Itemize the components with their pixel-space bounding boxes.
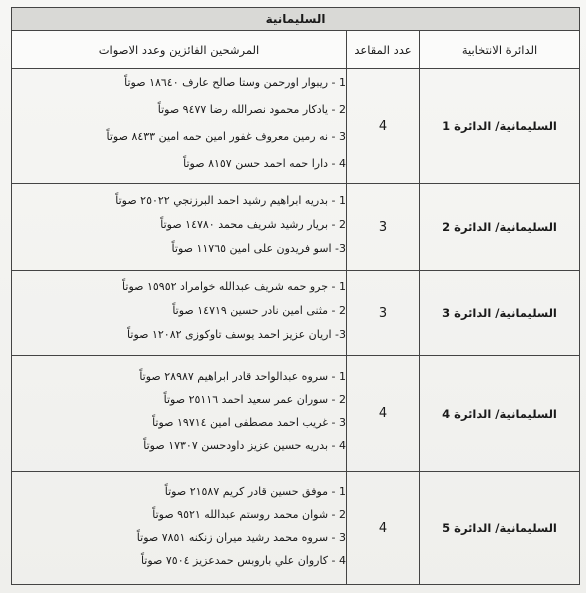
district-cell: السليمانية/ الدائرة 2 — [420, 184, 580, 271]
seats-cell: 4 — [347, 69, 420, 184]
candidate-entry: 2 - بريار رشيد شريف محمد ١٤٧٨٠ صوتاً — [160, 218, 347, 231]
district-cell: السليمانية/ الدائرة 3 — [420, 271, 580, 356]
candidate-entry: 2 - يادكار محمود نصرالله رضا ٩٤٧٧ صوتاً — [157, 103, 347, 116]
candidate-entry: 2 - سوران عمر سعيد احمد ٢٥١١٦ صوتاً — [163, 393, 347, 406]
candidate-entry: 1 - موفق حسين قادر كريم ٢١٥٨٧ صوتاً — [164, 484, 347, 498]
header-seats: عدد المقاعد — [347, 31, 420, 69]
seats-cell: 3 — [347, 271, 420, 356]
candidate-entry: 3- اسو فريدون على امين ١١٧٦٥ صوتاً — [171, 242, 347, 255]
seats-cell: 4 — [347, 472, 420, 585]
candidate-entry: 1 - بدريه ابراهيم رشيد احمد البرزنجي ٢٥٠٢٢ صوتاً — [115, 194, 347, 207]
table-row — [12, 356, 580, 472]
candidate-entry: 2 - شوان محمد روستم عبدالله ٩٥٢١ صوتاً — [152, 507, 347, 521]
header-district: الدائرة الانتخابية — [420, 31, 580, 69]
district-cell: السليمانية/ الدائرة 4 — [420, 356, 580, 472]
candidate-entry: 1 - سروه عبدالواحد قادر ابراهيم ٢٨٩٨٧ صوتاً — [139, 370, 347, 383]
seats-cell: 4 — [347, 356, 420, 472]
candidate-entry: 4 - كاروان علي باروبس حمدعزيز ٧٥٠٤ صوتاً — [140, 553, 347, 567]
table-row — [12, 271, 580, 356]
candidates-cell — [12, 472, 347, 585]
candidate-entry: 1 - ريبوار اورحمن وستا صالح عارف ١٨٦٤٠ صوتاً — [124, 76, 347, 89]
candidate-entry: 1 - جرو حمه شريف عبدالله خوامراد ١٥٩٥٢ صوتاً — [122, 280, 347, 293]
candidates-cell — [12, 69, 347, 184]
candidates-cell — [12, 271, 347, 356]
table-title: السليمانية — [12, 8, 580, 31]
district-cell: السليمانية/ الدائرة 5 — [420, 472, 580, 585]
candidate-entry: 3 - نه رمين معروف غفور امين حمه امين ٨٤٣٣ صوتاً — [106, 130, 347, 143]
results-table — [11, 7, 580, 585]
table-header-row — [12, 31, 580, 69]
candidates-cell — [12, 184, 347, 271]
candidate-entry: 4 - بدريه حسين عزيز داودحسن ١٧٣٠٧ صوتاً — [143, 439, 347, 452]
candidates-cell — [12, 356, 347, 472]
table-title-row — [12, 8, 580, 31]
seats-cell: 3 — [347, 184, 420, 271]
table-row — [12, 184, 580, 271]
table-row — [12, 69, 580, 184]
candidate-entry: 3- اريان عزيز احمد يوسف تاوكوزى ١٢٠٨٢ صوتاً — [127, 328, 347, 341]
header-candidates: المرشحين الفائزين وعدد الاصوات — [12, 31, 347, 69]
candidate-entry: 3 - سروه محمد رشيد ميران زنكنه ٧٨٥١ صوتاً — [136, 530, 347, 544]
district-cell: السليمانية/ الدائرة 1 — [420, 69, 580, 184]
table-row — [12, 472, 580, 585]
candidate-entry: 4 - دارا حمه احمد حسن ٨١٥٧ صوتاً — [183, 157, 347, 170]
candidate-entry: 2 - مثنى امين نادر حسين ١٤٧١٩ صوتاً — [172, 304, 347, 317]
candidate-entry: 3 - غريب احمد مصطفى امين ١٩٧١٤ صوتاً — [152, 416, 347, 429]
